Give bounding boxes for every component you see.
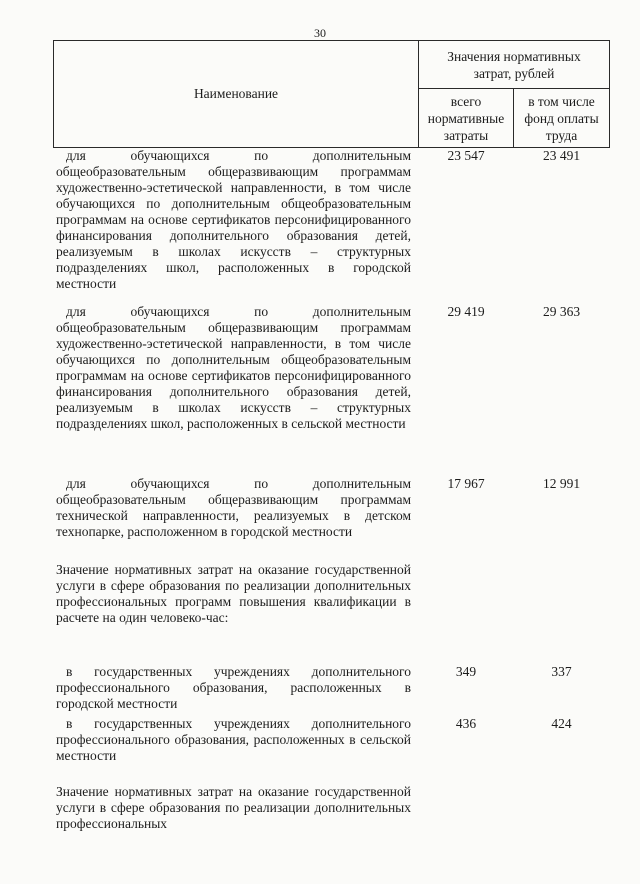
page-number: 30 <box>314 26 326 40</box>
section-heading-qualification: Значение нормативных затрат на оказание государственной услуги в сфере образования по реализации дополнительных профессиональных программ повышения квалификации в расчете на один человеко-час: <box>56 562 411 625</box>
section-heading-professional: Значение нормативных затрат на оказание государственной услуги в сфере образования по реализации дополнительных профессиональных <box>56 784 411 831</box>
row-5-total: 436 <box>455 716 477 731</box>
row-2-fund: 29 363 <box>542 304 581 319</box>
row-5-fund: 424 <box>551 716 572 731</box>
row-3-total: 17 967 <box>447 476 485 491</box>
row-2-total: 29 419 <box>447 304 485 319</box>
row-3-text: для обучающихся по дополнительным общеобразовательным общеразвивающим программам технической направленности, реализуемых в детском технопарке, расположенном в городской местности <box>56 476 411 539</box>
row-1-fund: 23 491 <box>542 148 581 163</box>
row-4-fund: 337 <box>551 664 572 679</box>
row-1-total: 23 547 <box>447 148 485 163</box>
row-5-text: в государственных учреждениях дополнительного профессионального образования, расположенных в сельской местности <box>56 716 411 763</box>
header-payroll-fund: в том числе фонд оплаты труда <box>513 88 610 148</box>
row-4-total: 349 <box>455 664 477 679</box>
row-3-fund: 12 991 <box>542 476 581 491</box>
header-total-costs: всего нормативные затраты <box>418 88 514 148</box>
header-name-column: Наименование <box>53 40 419 148</box>
row-1-text: для обучающихся по дополнительным общеобразовательным общеразвивающим программам художественно-эстетической направленности, в том числе обучающихся по дополнительным общеобразовательным программам на основе сертификатов персонифицированного финансирования дополнительного образования детей, реализуемым в школах искусств – структурных подразделениях школ, расположенных в городской местности <box>56 148 411 291</box>
row-4-text: в государственных учреждениях дополнительного профессионального образования, расположенных в городской местности <box>56 664 411 711</box>
row-2-text: для обучающихся по дополнительным общеобразовательным общеразвивающим программам художественно-эстетической направленности, в том числе обучающихся по дополнительным общеобразовательным программам на основе сертификатов персонифицированного финансирования дополнительного образования детей, реализуемым в школах искусств – структурных подразделениях школ, расположенных в сельской местности <box>56 304 411 431</box>
header-values-group: Значения нормативных затрат, рублей <box>418 40 610 89</box>
